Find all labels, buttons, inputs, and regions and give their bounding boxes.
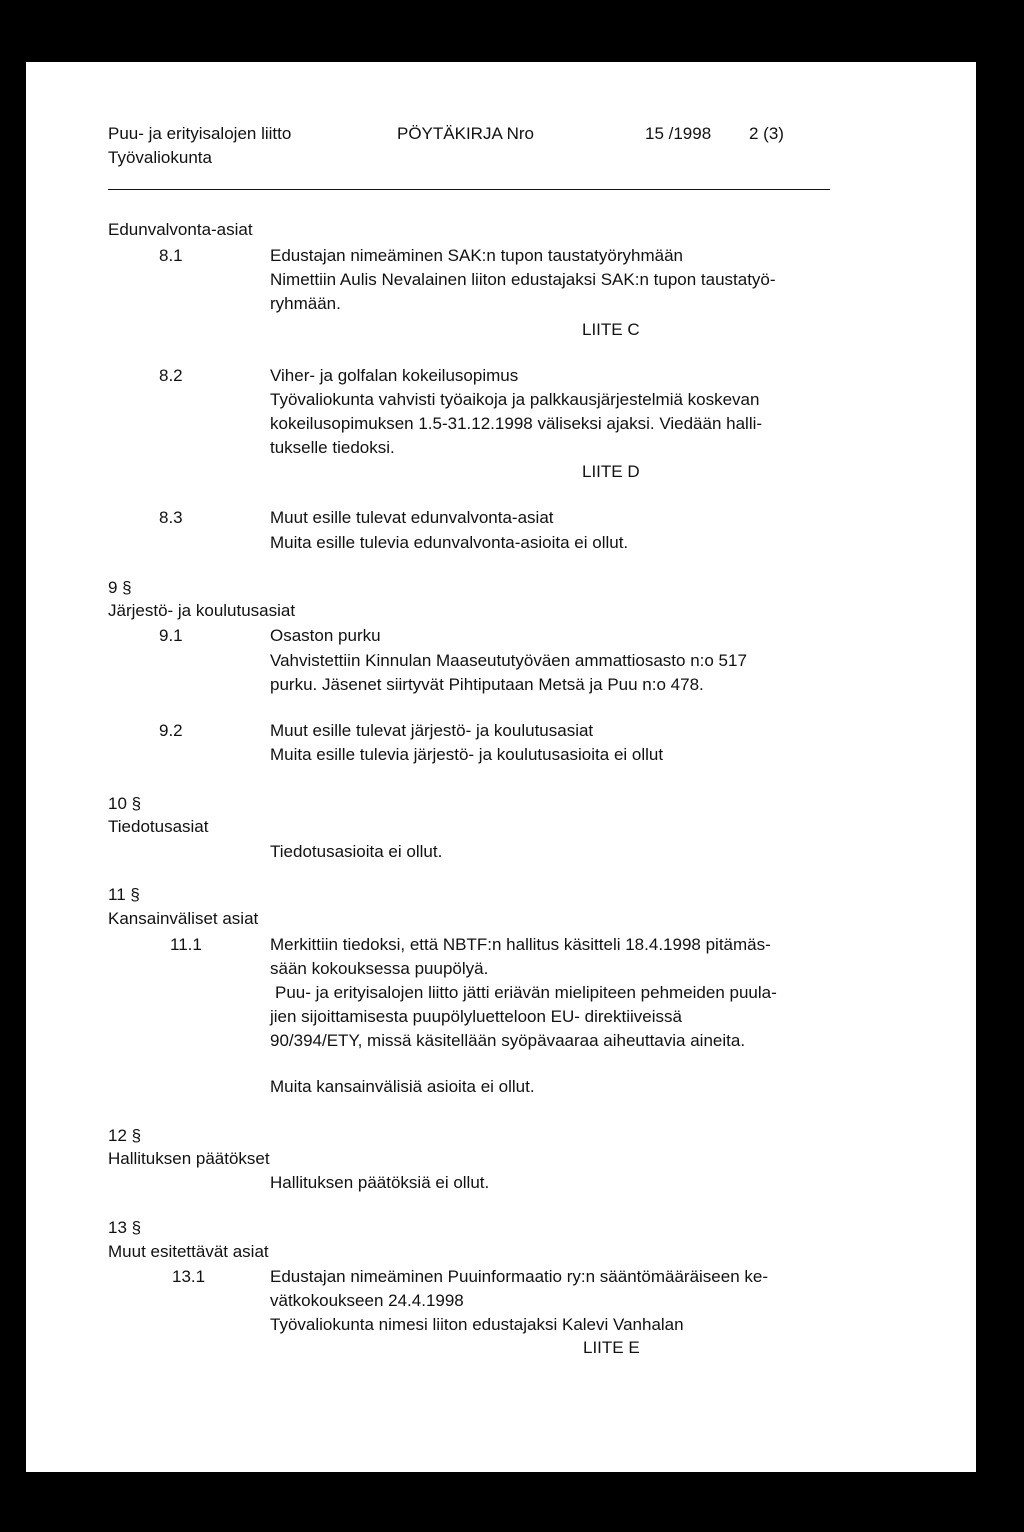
item-13-1-number: 13.1: [172, 1267, 206, 1286]
item-8-2-text: tukselle tiedoksi.: [270, 438, 395, 457]
item-8-2-text: kokeilusopimuksen 1.5-31.12.1998 väliseksi ajaksi. Viedään halli-: [270, 414, 763, 433]
item-8-1-title: Edustajan nimeäminen SAK:n tupon taustatyöryhmään: [270, 246, 683, 265]
section-13-heading: Muut esitettävät asiat: [108, 1242, 269, 1261]
item-8-1-number: 8.1: [159, 246, 183, 265]
item-8-2-number: 8.2: [159, 366, 183, 385]
item-11-1-number: 11.1: [170, 935, 202, 954]
header-doc-number: 15 /1998: [645, 124, 712, 143]
item-9-1-title: Osaston purku: [270, 626, 381, 645]
header-org: Puu- ja erityisalojen liitto: [108, 124, 292, 143]
item-13-1-text: Edustajan nimeäminen Puuinformaatio ry:n sääntömääräiseen ke-: [270, 1267, 768, 1286]
section-11-heading: Kansainväliset asiat: [108, 909, 259, 928]
header-doc-title: PÖYTÄKIRJA Nro: [397, 124, 534, 143]
item-13-1-text: vätkokoukseen 24.4.1998: [270, 1291, 464, 1310]
attachment-label: LIITE D: [582, 462, 640, 481]
item-13-1-text: Työvaliokunta nimesi liiton edustajaksi Kalevi Vanhalan: [270, 1315, 684, 1334]
section-11-mark: 11 §: [108, 885, 140, 904]
item-8-3-text: Muita esille tulevia edunvalvonta-asioita ei ollut.: [270, 533, 629, 552]
item-9-1-text: purku. Jäsenet siirtyvät Pihtiputaan Metsä ja Puu n:o 478.: [270, 675, 704, 694]
section-12-heading: Hallituksen päätökset: [108, 1149, 270, 1168]
section-12-text: Hallituksen päätöksiä ei ollut.: [270, 1173, 490, 1192]
item-8-2-text: Työvaliokunta vahvisti työaikoja ja palkkausjärjestelmiä koskevan: [270, 390, 760, 409]
item-11-1-text: Muita kansainvälisiä asioita ei ollut.: [270, 1077, 535, 1096]
section-13-mark: 13 §: [108, 1218, 142, 1237]
section-8-heading: Edunvalvonta-asiat: [108, 220, 253, 239]
header-rule: [108, 189, 830, 190]
section-10-heading: Tiedotusasiat: [108, 817, 209, 836]
item-9-2-title: Muut esille tulevat järjestö- ja koulutusasiat: [270, 721, 594, 740]
attachment-label: LIITE C: [582, 320, 640, 339]
section-9-heading: Järjestö- ja koulutusasiat: [108, 601, 296, 620]
section-10-mark: 10 §: [108, 794, 142, 813]
section-12-mark: 12 §: [108, 1126, 142, 1145]
item-11-1-text: Puu- ja erityisalojen liitto jätti eriävän mielipiteen pehmeiden puula-: [275, 983, 777, 1002]
item-11-1-text: Merkittiin tiedoksi, että NBTF:n hallitus käsitteli 18.4.1998 pitämäs-: [270, 935, 771, 954]
item-8-2-title: Viher- ja golfalan kokeilusopimus: [270, 366, 519, 385]
section-9-mark: 9 §: [108, 578, 132, 597]
section-10-text: Tiedotusasioita ei ollut.: [270, 842, 443, 861]
header-page-number: 2 (3): [749, 124, 784, 143]
attachment-label: LIITE E: [583, 1338, 640, 1357]
item-8-1-text: ryhmään.: [270, 294, 341, 313]
item-9-2-number: 9.2: [159, 721, 183, 740]
item-9-1-number: 9.1: [159, 626, 183, 645]
item-9-2-text: Muita esille tulevia järjestö- ja koulutusasioita ei ollut: [270, 745, 664, 764]
item-8-1-text: Nimettiin Aulis Nevalainen liiton edustajaksi SAK:n tupon taustatyö-: [270, 270, 776, 289]
header-committee: Työvaliokunta: [108, 148, 212, 167]
item-11-1-text: jien sijoittamisesta puupölyluetteloon EU- direktiiveissä: [270, 1007, 682, 1026]
item-11-1-text: sään kokouksessa puupölyä.: [270, 959, 489, 978]
item-8-3-number: 8.3: [159, 508, 183, 527]
item-8-3-title: Muut esille tulevat edunvalvonta-asiat: [270, 508, 554, 527]
item-11-1-text: 90/394/ETY, missä käsitellään syöpävaaraa aiheuttavia aineita.: [270, 1031, 746, 1050]
item-9-1-text: Vahvistettiin Kinnulan Maaseututyöväen ammattiosasto n:o 517: [270, 651, 747, 670]
